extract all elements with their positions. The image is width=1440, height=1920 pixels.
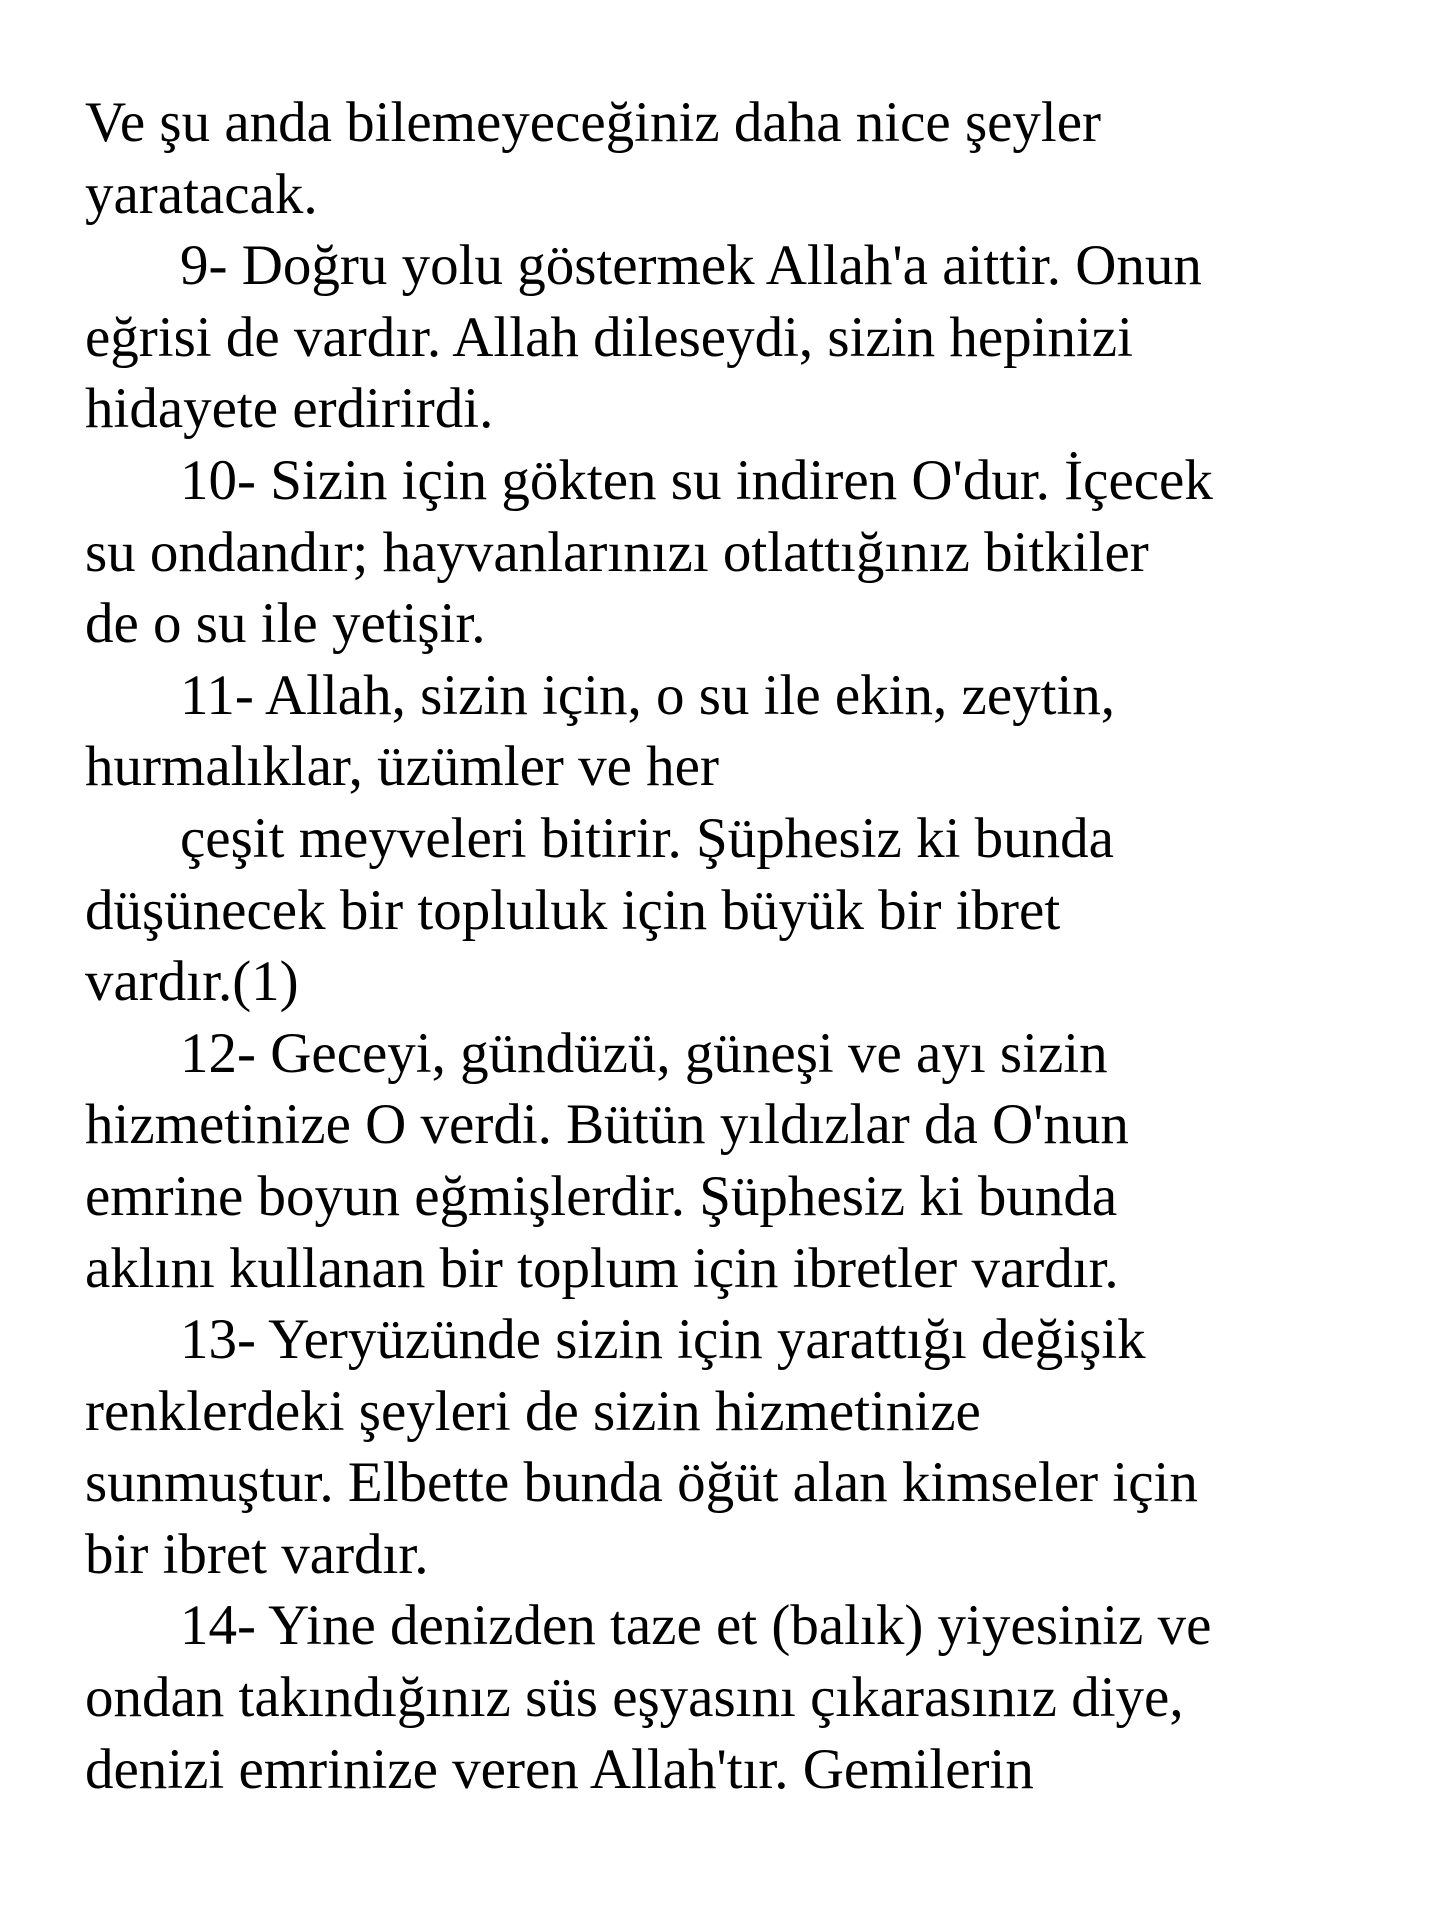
- verse-start-line: 9- Doğru yolu göstermek Allah'a aittir. Onun: [180, 234, 1202, 298]
- indented-line: çeşit meyveleri bitirir. Şüphesiz ki bunda: [180, 806, 1114, 870]
- text-line: su ondandır; hayvanlarınızı otlattığınız bitkiler: [85, 520, 1149, 584]
- verse-start-line: 12- Geceyi, gündüzü, güneşi ve ayı sizin: [180, 1021, 1108, 1085]
- text-line: ondan takındığınız süs eşyasını çıkarasınız diye,: [85, 1666, 1184, 1730]
- text-line: bir ibret vardır.: [85, 1522, 429, 1586]
- text-line: emrine boyun eğmişlerdir. Şüphesiz ki bunda: [85, 1164, 1118, 1228]
- text-line: Ve şu anda bilemeyeceğiniz daha nice şeyler: [85, 91, 1102, 154]
- text-line: eğrisi de vardır. Allah dileseydi, sizin hepinizi: [85, 305, 1133, 369]
- document-page: [85, 87, 1405, 1805]
- verse-start-line: 10- Sizin için gökten su indiren O'dur. İçecek: [180, 448, 1213, 512]
- text-line: sunmuştur. Elbette bunda öğüt alan kimseler için: [85, 1451, 1198, 1515]
- text-line: hidayete erdirirdi.: [85, 377, 494, 441]
- verse-start-line: 13- Yeryüzünde sizin için yarattığı değişik: [180, 1308, 1146, 1372]
- verse-start-line: 14- Yine denizden taze et (balık) yiyesiniz ve: [180, 1594, 1212, 1658]
- text-line: aklını kullanan bir toplum için ibretler vardır.: [85, 1236, 1119, 1300]
- text-line: denizi emrinize veren Allah'tır. Gemilerin: [85, 1737, 1034, 1801]
- verse-start-line: 11- Allah, sizin için, o su ile ekin, zeytin,: [180, 663, 1116, 727]
- text-line: de o su ile yetişir.: [85, 592, 486, 656]
- text-line: vardır.(1): [85, 950, 299, 1014]
- text-line: hizmetinize O verdi. Bütün yıldızlar da O'nun: [85, 1093, 1129, 1157]
- text-line: düşünecek bir topluluk için büyük bir ibret: [85, 878, 1061, 942]
- text-line: hurmalıklar, üzümler ve her: [85, 735, 719, 799]
- text-line: renklerdeki şeyleri de sizin hizmetinize: [85, 1379, 981, 1443]
- text-line: yaratacak.: [85, 162, 318, 226]
